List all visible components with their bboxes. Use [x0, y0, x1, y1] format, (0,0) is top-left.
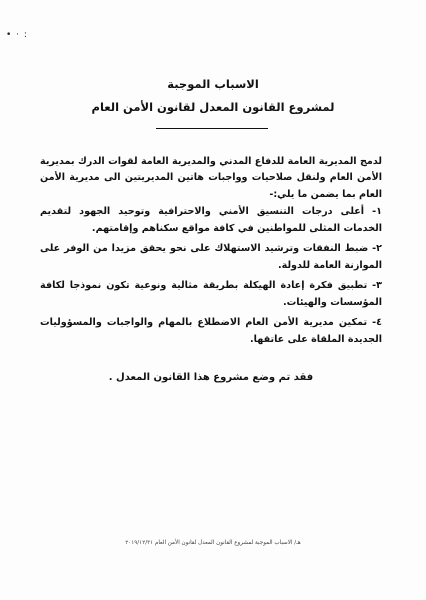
document-subtitle: لمشروع القانون المعدل لقانون الأمن العام — [91, 100, 335, 114]
list-item: ٣- تطبيق فكرة إعادة الهيكلة بطريقة مثالية ونوعية تكون نموذجا لكافة المؤسسات والهيئات. — [40, 280, 382, 308]
corner-mark: • ⋅ : — [6, 30, 28, 40]
title-divider — [156, 128, 268, 129]
reasons-list — [40, 204, 382, 352]
closing-statement: فقد تم وضع مشروع هذا القانون المعدل . — [108, 372, 314, 383]
list-item: ٤- تمكين مديرية الأمن العام الاضطلاع بالمهام والواجبات والمسؤوليات الجديدة الملقاة على عاتقها. — [40, 317, 382, 345]
document-title: الاسباب الموجبة — [167, 77, 259, 91]
list-item: ١- أعلى درجات التنسيق الأمني والاحترافية وتوحيد الجهود لتقديم الخدمات المثلى للمواطنين في كافة مواقع سكناهم وإقامتهم. — [40, 206, 382, 234]
footer-reference: هـ/ الاسباب الموجبة لمشروع القانون المعدل لقانون الأمن العام ٢٠١٩/١٢/٣١ — [125, 540, 301, 546]
list-item: ٢- ضبط النفقات وترشيد الاستهلاك على نحو يحقق مزيدا من الوفر على الموازنة العامة للدولة. — [40, 243, 382, 271]
intro-paragraph: لدمج المديرية العامة للدفاع المدني والمديرية العامة لقوات الدرك بمديرية الأمن العام ولنقل صلاحيات وواجبات هاتين المديريتين الى مديرية الأمن العام بما يضمن ما يلي:- — [40, 155, 382, 200]
